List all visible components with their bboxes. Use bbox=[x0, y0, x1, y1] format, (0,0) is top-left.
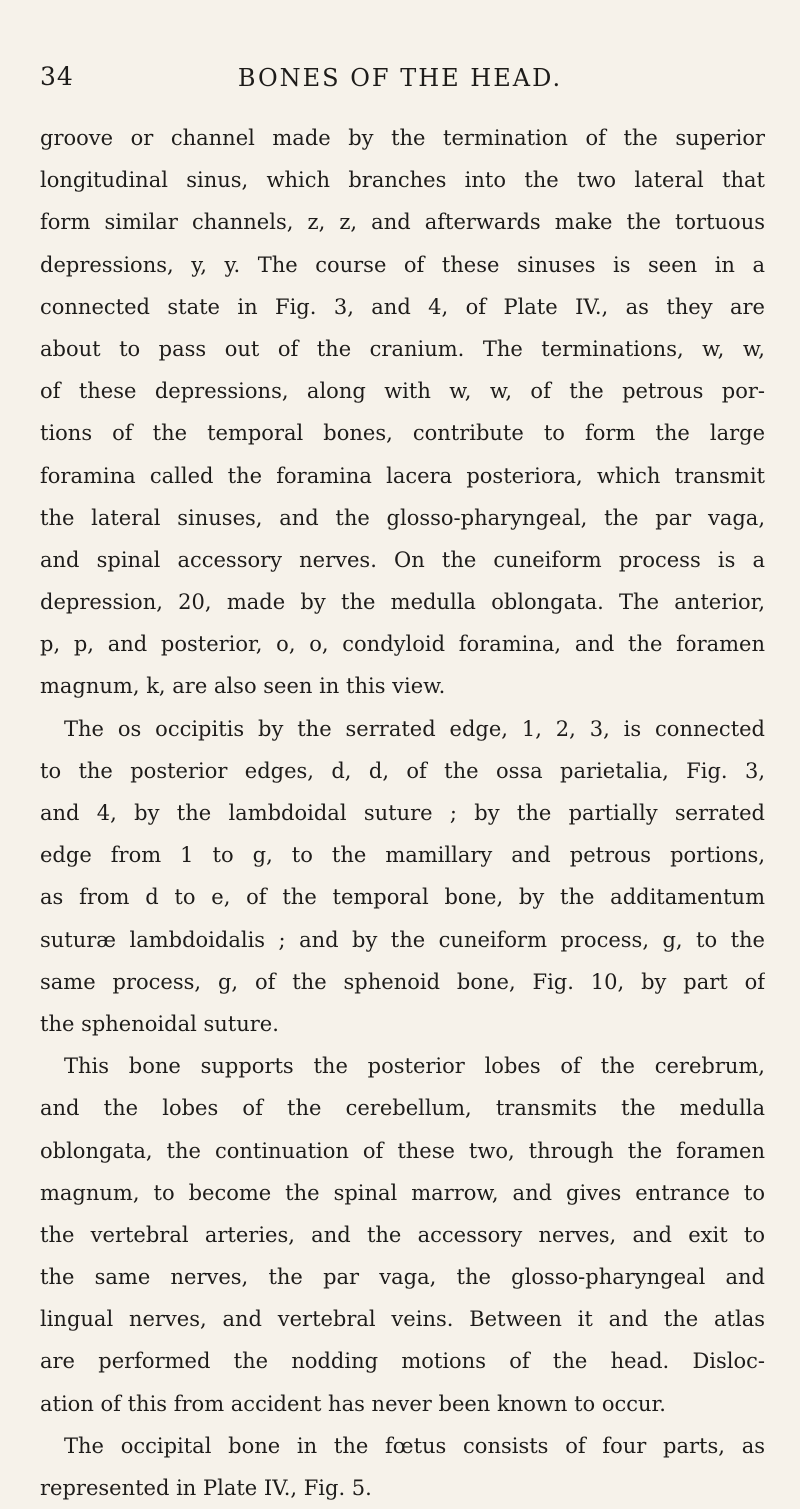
text-line: magnum, k, are also seen in this view. bbox=[40, 674, 446, 699]
text-line: depression, 20, made by the medulla oblongata. The anterior, bbox=[40, 590, 765, 615]
text-line: suturæ lambdoidalis ; and by the cuneiform process, g, to the bbox=[40, 927, 765, 952]
text-line: magnum, to become the spinal marrow, and gives entrance to bbox=[40, 1180, 765, 1205]
text-line: longitudinal sinus, which branches into the two lateral that bbox=[40, 168, 765, 193]
text-line: the lateral sinuses, and the glosso-pharyngeal, the par vaga, bbox=[40, 505, 765, 530]
text-line: and spinal accessory nerves. On the cuneiform process is a bbox=[40, 547, 765, 572]
body-text bbox=[40, 117, 765, 1509]
text-line: and the lobes of the cerebellum, transmits the medulla bbox=[40, 1096, 765, 1121]
text-line: The occipital bone in the fœtus consists of four parts, as bbox=[64, 1433, 765, 1458]
text-line: the vertebral arteries, and the accessory nerves, and exit to bbox=[40, 1222, 765, 1247]
text-line: the sphenoidal suture. bbox=[40, 1011, 279, 1036]
text-line: same process, g, of the sphenoid bone, Fig. 10, by part of bbox=[40, 969, 765, 994]
text-line: to the posterior edges, d, d, of the ossa parietalia, Fig. 3, bbox=[40, 758, 765, 783]
text-line: connected state in Fig. 3, and 4, of Plate IV., as they are bbox=[40, 294, 765, 319]
text-line: p, p, and posterior, o, o, condyloid foramina, and the foramen bbox=[40, 632, 765, 657]
running-head: BONES OF THE HEAD. bbox=[237, 64, 563, 92]
text-line: as from d to e, of the temporal bone, by the additamentum bbox=[40, 885, 765, 910]
text-line: of these depressions, along with w, w, of the petrous por- bbox=[40, 379, 765, 404]
text-line: tions of the temporal bones, contribute to form the large bbox=[40, 421, 765, 446]
text-line: lingual nerves, and vertebral veins. Between it and the atlas bbox=[40, 1307, 765, 1332]
text-line: foramina called the foramina lacera posteriora, which transmit bbox=[40, 463, 765, 488]
text-line: groove or channel made by the termination of the superior bbox=[40, 126, 765, 150]
text-line: represented in Plate IV., Fig. 5. bbox=[40, 1476, 372, 1500]
text-line: about to pass out of the cranium. The terminations, w, w, bbox=[40, 336, 765, 361]
text-line: and 4, by the lambdoidal suture ; by the partially serrated bbox=[40, 801, 765, 825]
text-line: edge from 1 to g, to the mamillary and petrous portions, bbox=[40, 843, 765, 868]
text-line: form similar channels, z, z, and afterwards make the tortuous bbox=[40, 210, 765, 235]
text-line: are performed the nodding motions of the head. Disloc- bbox=[40, 1349, 765, 1374]
text-line: The os occipitis by the serrated edge, 1, 2, 3, is connected bbox=[64, 716, 765, 741]
text-line: ation of this from accident has never been known to occur. bbox=[40, 1391, 666, 1416]
text-line: oblongata, the continuation of these two, through the foramen bbox=[40, 1138, 765, 1163]
page-number: 34 bbox=[40, 62, 74, 91]
text-line: This bone supports the posterior lobes of the cerebrum, bbox=[64, 1054, 765, 1079]
text-line: the same nerves, the par vaga, the glosso-pharyngeal and bbox=[40, 1265, 765, 1290]
text-line: depressions, y, y. The course of these sinuses is seen in a bbox=[40, 252, 765, 277]
